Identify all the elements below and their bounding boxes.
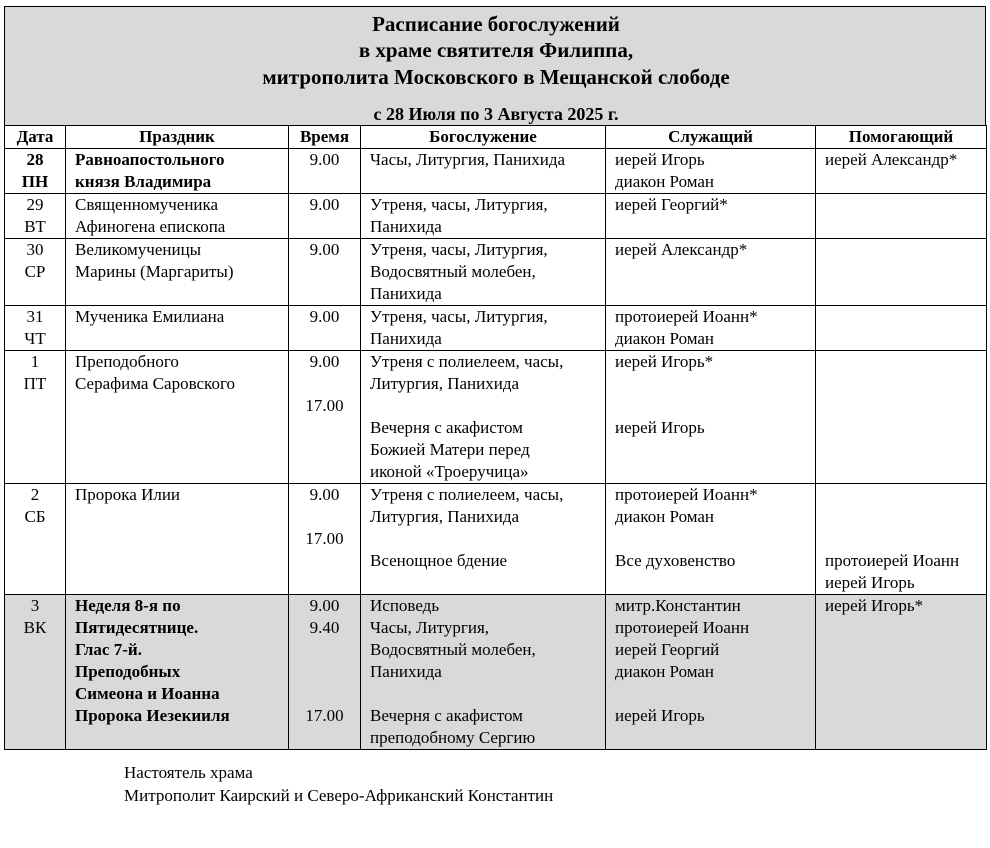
clergy-line: протоиерей Иоанн [615,618,750,637]
feast-line: Пророка Илии [75,485,181,504]
assist-cell [816,595,987,750]
service-line: Вечерня с акафистом [370,706,523,725]
service-line: Панихида [370,217,442,236]
time-line: 9.00 [309,596,340,615]
service-cell [361,351,606,484]
schedule-row [5,351,987,484]
feast-line: Священномученика [75,195,219,214]
clergy-line: диакон Роман [615,507,715,526]
schedule-row [5,239,987,306]
service-line: Утреня с полиелеем, часы, [370,485,564,504]
assist-cell [816,306,987,351]
service-line: Литургия, Панихида [370,374,520,393]
time-line: 17.00 [305,529,344,548]
day-of-week: ЧТ [24,329,46,348]
clergy-cell [606,595,816,750]
feast-line: Серафима Саровского [75,374,235,393]
service-line: Панихида [370,662,442,681]
footer [124,761,553,807]
date-cell [5,239,66,306]
service-line: Часы, Литургия, [370,618,490,637]
feast-line: Преподобных [75,662,181,681]
feast-line: Великомученицы [75,240,202,259]
service-cell [361,484,606,595]
day-number: 1 [30,352,40,371]
day-of-week: ВТ [24,217,46,236]
header-service: Богослужение [361,126,606,149]
time-line: 9.00 [309,485,340,504]
service-line: Водосвятный молебен, [370,262,536,281]
clergy-cell [606,149,816,194]
feast-line: Пятидесятнице. [75,618,199,637]
service-line: Утреня, часы, Литургия, [370,195,548,214]
clergy-cell [606,239,816,306]
assist-cell [816,149,987,194]
assist-line [825,484,982,506]
clergy-line: иерей Александр* [615,240,748,259]
clergy-line: иерей Игорь [615,706,705,725]
time-line: 9.00 [309,195,340,214]
time-cell [289,194,361,239]
day-of-week: СР [24,262,46,281]
footer-rector-name: Митрополит Каирский и Северо-Африканский Константин [124,786,554,805]
day-number: 31 [26,307,44,326]
clergy-line: протоиерей Иоанн* [615,485,758,504]
schedule-row [5,149,987,194]
feast-line: Мученика Емилиана [75,307,225,326]
title-line-3: митрополита Московского в Мещанской слободе [262,65,730,89]
assist-cell [816,239,987,306]
header-date: Дата [5,126,66,149]
time-line [289,661,360,683]
time-cell [289,484,361,595]
service-cell [361,149,606,194]
time-line: 9.40 [309,618,340,637]
service-line: Литургия, Панихида [370,507,520,526]
schedule-row [5,595,987,750]
service-line [370,528,601,550]
feast-line: Неделя 8-я по [75,596,181,615]
clergy-line: Все духовенство [615,551,736,570]
time-cell [289,149,361,194]
date-cell [5,595,66,750]
schedule-row [5,484,987,595]
feast-cell [66,484,289,595]
assist-cell [816,194,987,239]
time-cell [289,239,361,306]
day-of-week: ВК [23,618,47,637]
feast-cell [66,194,289,239]
time-line: 9.00 [309,240,340,259]
assist-line [825,528,982,550]
feast-line: Марины (Маргариты) [75,262,234,281]
assist-cell [816,351,987,484]
clergy-cell [606,351,816,484]
service-cell [361,595,606,750]
clergy-line: диакон Роман [615,329,715,348]
header-time: Время [289,126,361,149]
feast-line: Преподобного [75,352,179,371]
service-line: Утреня с полиелеем, часы, [370,352,564,371]
clergy-line: иерей Георгий [615,640,720,659]
header-row [5,126,987,149]
clergy-line [615,683,811,705]
header-assist: Помогающий [816,126,987,149]
clergy-line: протоиерей Иоанн* [615,307,758,326]
assist-line: иерей Игорь [825,573,915,592]
feast-cell [66,351,289,484]
time-line [289,639,360,661]
title-line-2: в храме святителя Филиппа, [358,38,634,62]
service-line: Божией Матери перед [370,440,530,459]
schedule-table [4,125,987,750]
day-number: 29 [26,195,44,214]
assist-line [825,506,982,528]
service-line: Всенощное бдение [370,551,508,570]
day-number: 28 [26,150,44,169]
time-line: 9.00 [309,150,340,169]
time-cell [289,351,361,484]
time-line: 9.00 [309,352,340,371]
clergy-line [615,528,811,550]
schedule-sheet [4,6,986,750]
title-block [4,6,986,125]
clergy-cell [606,306,816,351]
service-line: Утреня, часы, Литургия, [370,307,548,326]
time-line: 17.00 [305,706,344,725]
assist-line: протоиерей Иоанн [825,551,960,570]
footer-rector-label: Настоятель храма [124,763,253,782]
feast-line: Симеона и Иоанна [75,684,220,703]
day-of-week: ПТ [23,374,47,393]
feast-cell [66,306,289,351]
service-line [370,395,601,417]
service-cell [361,306,606,351]
service-line: Панихида [370,284,442,303]
service-line: Утреня, часы, Литургия, [370,240,548,259]
date-cell [5,484,66,595]
time-line: 17.00 [305,396,344,415]
assist-line: иерей Александр* [825,150,958,169]
time-line: 9.00 [309,307,340,326]
service-cell [361,194,606,239]
time-line [289,506,360,528]
feast-cell [66,149,289,194]
schedule-row [5,306,987,351]
date-range: с 28 Июля по 3 Августа 2025 г. [373,104,619,124]
feast-line: Равноапостольного [75,150,225,169]
clergy-line: митр.Константин [615,596,741,615]
clergy-cell [606,194,816,239]
clergy-cell [606,484,816,595]
feast-line: Афиногена епископа [75,217,226,236]
clergy-line: иерей Игорь [615,150,705,169]
clergy-line: диакон Роман [615,172,715,191]
date-cell [5,306,66,351]
day-number: 3 [30,596,40,615]
time-line [289,373,360,395]
time-line [289,683,360,705]
header-feast: Праздник [66,126,289,149]
title-line-1: Расписание богослужений [372,12,620,36]
service-line: преподобному Сергию [370,728,536,747]
service-line [370,683,601,705]
day-of-week: СБ [24,507,46,526]
service-line: Водосвятный молебен, [370,640,536,659]
header-clergy: Служащий [606,126,816,149]
clergy-line: иерей Георгий* [615,195,728,214]
service-line: Панихида [370,329,442,348]
date-cell [5,149,66,194]
day-number: 30 [26,240,44,259]
day-number: 2 [30,485,40,504]
feast-line: Пророка Иезекииля [75,706,230,725]
service-line: иконой «Троеручица» [370,462,529,481]
feast-line: Глас 7-й. [75,640,142,659]
assist-line: иерей Игорь* [825,596,924,615]
clergy-line: диакон Роман [615,662,715,681]
service-line: Исповедь [370,596,440,615]
clergy-line [615,395,811,417]
feast-cell [66,595,289,750]
clergy-line [615,373,811,395]
assist-cell [816,484,987,595]
service-line: Часы, Литургия, Панихида [370,150,566,169]
time-cell [289,595,361,750]
day-of-week: ПН [21,172,49,191]
clergy-line: иерей Игорь [615,418,705,437]
time-cell [289,306,361,351]
date-cell [5,194,66,239]
feast-line: князя Владимира [75,172,212,191]
service-cell [361,239,606,306]
service-line: Вечерня с акафистом [370,418,523,437]
schedule-row [5,194,987,239]
feast-cell [66,239,289,306]
date-cell [5,351,66,484]
clergy-line: иерей Игорь* [615,352,714,371]
